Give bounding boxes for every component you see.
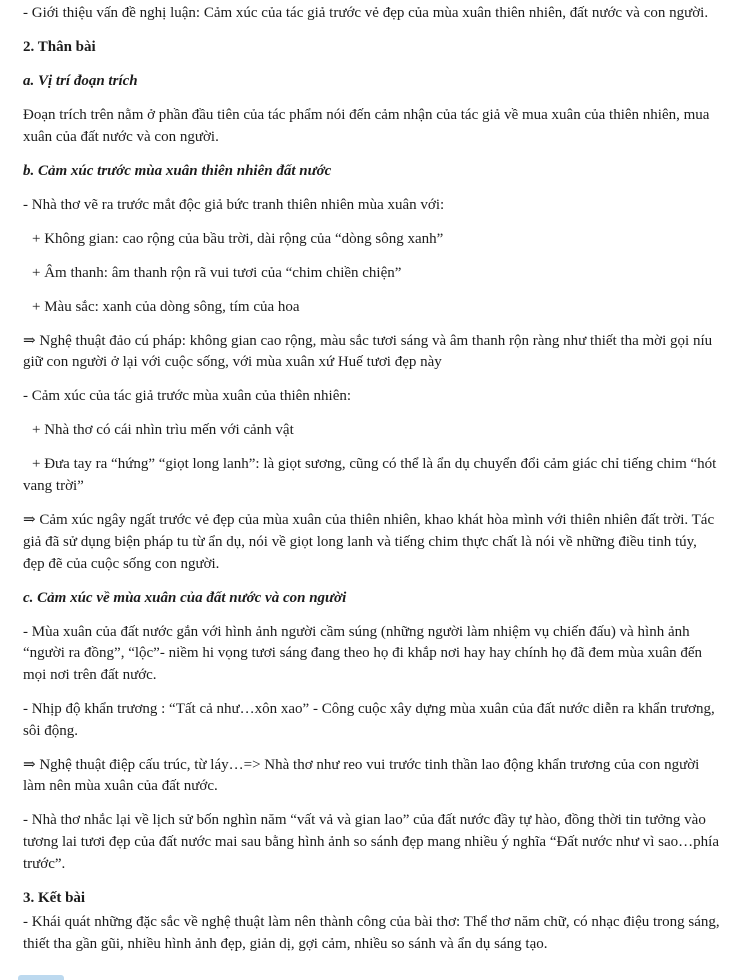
paragraph-nghe-thuat-dao-cu-phap: ⇒ Nghệ thuật đảo cú pháp: không gian cao rộng, màu sắc tươi sáng và âm thanh rộn ràng như thiết tha mời gọi níu giữ con người ở lại với cuộc sống, với mùa xuân xứ Huế tươi đẹp này [23, 332, 713, 371]
bottom-edge-artifact [18, 975, 64, 980]
bullet-dua-tay-hung: + Đưa tay ra “hứng” “giọt long lanh”: là giọt sương, cũng có thể là ẩn dụ chuyển đổi cảm giác chỉ tiếng chim “hót vang trời” [23, 456, 717, 495]
paragraph-cam-xuc-tac-gia: - Cảm xúc của tác giả trước mùa xuân của thiên nhiên: [23, 388, 352, 405]
intro-paragraph: - Giới thiệu vấn đề nghị luận: Cảm xúc của tác giả trước vẻ đẹp của mùa xuân thiên nhiên, đất nước và con người. [23, 5, 709, 21]
paragraph-nhip-do: - Nhịp độ khẩn trương : “Tất cả như…xôn xao” - Công cuộc xây dựng mùa xuân của đất nước diễn ra khẩn trương, sôi động. [23, 700, 715, 739]
bullet-khong-gian: + Không gian: cao rộng của bầu trời, dài rộng của “dòng sông xanh” [32, 230, 444, 247]
paragraph-khai-quat: - Khái quát những đặc sắc về nghệ thuật làm nên thành công của bài thơ: Thể thơ năm chữ, có nhạc điệu trong sáng, thiết tha gần gũi, nhiều hình ảnh đẹp, giản dị, gợi cảm, nhiều so sánh và ẩn dụ sáng tạo. [23, 914, 720, 953]
paragraph-diep-cau-truc: ⇒ Nghệ thuật điệp cấu trúc, từ láy…=> Nhà thơ như reo vui trước tinh thần lao động khẩn trương của con người làm nên mùa xuân của đất nước. [23, 756, 700, 795]
bullet-am-thanh: + Âm thanh: âm thanh rộn rã vui tươi của “chim chiền chiện” [32, 264, 402, 281]
paragraph-cam-xuc-ngay-ngat: ⇒ Cảm xúc ngây ngất trước vẻ đẹp của mùa xuân của thiên nhiên, khao khát hòa mình với thiên nhiên đất trời. Tác giả đã sử dụng biện pháp tu từ ẩn dụ, nói về giọt long lanh và tiếng chim thực chất là nói về những điều tinh túy, đẹp đẽ của cuộc sống con người. [23, 512, 715, 572]
subheading-cam-xuc-thien-nhien: b. Cảm xúc trước mùa xuân thiên nhiên đất nước [23, 162, 332, 179]
heading-than-bai: 2. Thân bài [23, 39, 96, 55]
subheading-vi-tri-doan-trich: a. Vị trí đoạn trích [23, 73, 138, 89]
bullet-mau-sac: + Màu sắc: xanh của dòng sông, tím của hoa [32, 298, 300, 315]
paragraph-vi-tri: Đoạn trích trên nằm ở phần đầu tiên của tác phẩm nói đến cảm nhận của tác giả về mua xuân của thiên nhiên, mua xuân của đất nước và con người. [23, 107, 710, 145]
subheading-cam-xuc-dat-nuoc: c. Cảm xúc về mùa xuân của đất nước và con người [23, 589, 347, 606]
paragraph-mua-xuan-dat-nuoc: - Mùa xuân của đất nước gắn với hình ảnh người cầm súng (những người làm nhiệm vụ chiến đấu) và hình ảnh “người ra đồng”, “lộc”- niềm hi vọng tươi sáng đang theo họ đi khắp nơi hay hay chính họ đã đem mùa xuân đến mọi nơi trên đất nước. [23, 623, 703, 683]
heading-ket-bai: 3. Kết bài [23, 889, 86, 906]
paragraph-buc-tranh: - Nhà thơ vẽ ra trước mắt độc giả bức tranh thiên nhiên mùa xuân với: [23, 196, 445, 213]
paragraph-lich-su: - Nhà thơ nhắc lại về lịch sử bốn nghìn năm “vất vả và gian lao” của đất nước đầy tự hào, đồng thời tin tưởng vào tương lai tươi đẹp của đất nước mai sau bằng hình ảnh so sánh đẹp mang nhiều ý nghĩa “Đất nước như vì sao…phía trước”. [23, 812, 719, 872]
bullet-nhin-triu-men: + Nhà thơ có cái nhìn trìu mến với cảnh vật [32, 422, 294, 439]
